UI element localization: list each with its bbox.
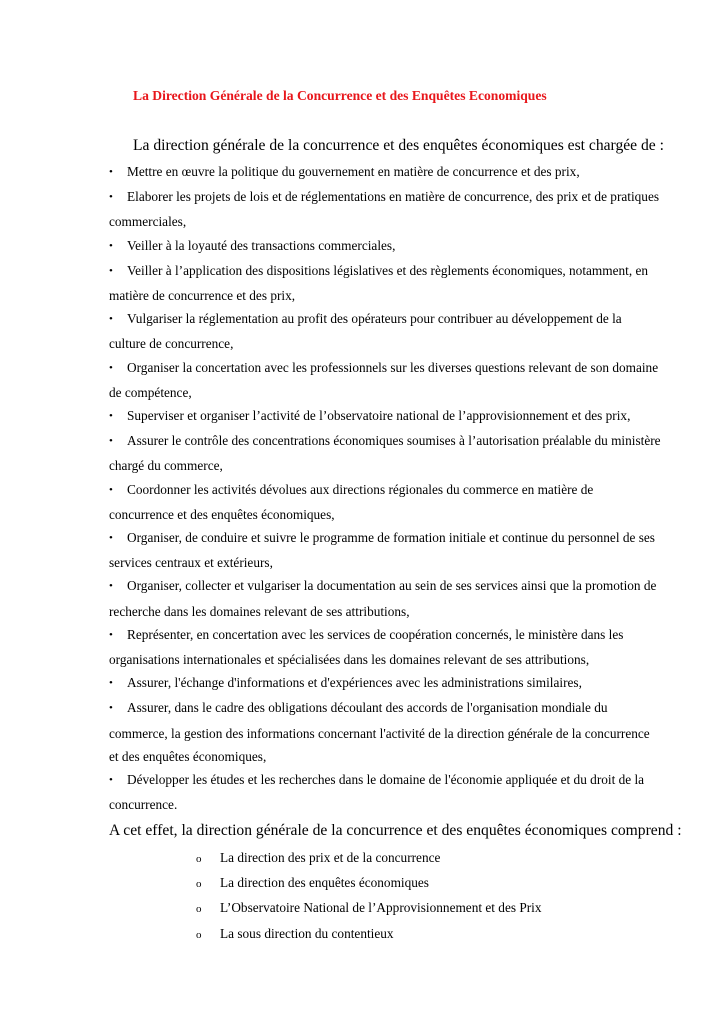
- duty-item: [109, 768, 665, 816]
- duty-text-line: commerciales,: [109, 214, 187, 230]
- page-title: La Direction Générale de la Concurrence et des Enquêtes Economiques: [133, 88, 547, 103]
- circle-bullet-icon: o: [196, 903, 202, 916]
- circle-bullet-icon: o: [196, 853, 202, 865]
- bullet-icon: •: [109, 677, 113, 690]
- bullet-icon: •: [109, 239, 113, 252]
- bullet-icon: •: [109, 410, 113, 423]
- duty-text-line: Elaborer les projets de lois et de réglementations en matière de concurrence, des prix et de pratiques: [127, 189, 660, 205]
- structure-item: [196, 922, 542, 947]
- duty-text-line: Organiser, de conduire et suivre le programme de formation initiale et continue du personnel de ses: [127, 530, 655, 546]
- bullet-icon: •: [109, 774, 113, 787]
- bullet-icon: •: [109, 532, 113, 545]
- duty-item: [109, 404, 665, 429]
- duty-item: [109, 574, 665, 622]
- duty-text-line: services centraux et extérieurs,: [109, 555, 273, 571]
- bullet-icon: •: [109, 628, 113, 641]
- intro-paragraph: La direction générale de la concurrence et des enquêtes économiques est chargée de :: [133, 137, 664, 154]
- duty-text-line: et des enquêtes économiques,: [109, 748, 267, 764]
- duty-text-line: Organiser, collecter et vulgariser la documentation au sein de ses services ainsi que la promotion de: [127, 578, 657, 594]
- duty-text-line: Assurer, dans le cadre des obligations découlant des accords de l'organisation mondiale du: [127, 700, 608, 716]
- structure-text: La sous direction du contentieux: [220, 925, 394, 941]
- duty-text-line: recherche dans les domaines relevant de ses attributions,: [109, 603, 410, 619]
- bullet-icon: •: [109, 580, 113, 593]
- structure-item: [196, 871, 542, 896]
- duty-text-line: chargé du commerce,: [109, 458, 223, 474]
- bullet-icon: •: [109, 166, 113, 178]
- duties-list: [109, 160, 665, 816]
- duty-text-line: Développer les études et les recherches dans le domaine de l'économie appliquée et du droit de la: [127, 772, 645, 788]
- bullet-icon: •: [109, 191, 113, 204]
- duty-item: [109, 696, 665, 768]
- duty-text-line: Représenter, en concertation avec les services de coopération concernés, le ministère dans les: [127, 626, 624, 642]
- circle-bullet-icon: o: [196, 928, 202, 941]
- duty-text-line: Coordonner les activités dévolues aux directions régionales du commerce en matière de: [127, 481, 594, 497]
- structure-text: L’Observatoire National de l’Approvisionnement et des Prix: [220, 900, 542, 916]
- duty-text-line: Veiller à l’application des dispositions législatives et des règlements économiques, notamment, en: [127, 262, 649, 278]
- duty-text-line: Organiser la concertation avec les professionnels sur les diverses questions relevant de son domaine: [127, 359, 659, 375]
- duty-text-line: concurrence.: [109, 797, 178, 813]
- duty-text-line: Mettre en œuvre la politique du gouvernement en matière de concurrence et des prix,: [127, 164, 580, 179]
- duty-text-line: organisations internationales et spécialisées dans les domaines relevant de ses attributions,: [109, 652, 590, 668]
- closing-paragraph: A cet effet, la direction générale de la concurrence et des enquêtes économiques comprend :: [109, 822, 682, 839]
- structure-text: La direction des enquêtes économiques: [220, 875, 429, 891]
- bullet-icon: •: [109, 483, 113, 496]
- duty-item: [109, 185, 665, 233]
- duty-text-line: Assurer, l'échange d'informations et d'expériences avec les administrations similaires,: [127, 675, 582, 691]
- duty-text-line: matière de concurrence et des prix,: [109, 288, 296, 304]
- duty-item: [109, 671, 665, 696]
- duty-text-line: Superviser et organiser l’activité de l’observatoire national de l’approvisionnement et des prix,: [127, 408, 631, 424]
- duty-item: [109, 307, 665, 355]
- structure-item: [196, 896, 542, 921]
- duty-text-line: de compétence,: [109, 384, 192, 400]
- duty-text-line: culture de concurrence,: [109, 336, 234, 352]
- bullet-icon: •: [109, 702, 113, 715]
- duty-item: [109, 526, 665, 574]
- structure-item: [196, 846, 542, 871]
- duty-text-line: Vulgariser la réglementation au profit des opérateurs pour contribuer au développement de la: [127, 311, 622, 327]
- duty-item: [109, 478, 665, 526]
- structure-text: La direction des prix et de la concurrence: [220, 850, 441, 865]
- duty-text-line: concurrence et des enquêtes économiques,: [109, 506, 335, 522]
- bullet-icon: •: [109, 313, 113, 326]
- duty-item: [109, 259, 665, 307]
- duty-text-line: commerce, la gestion des informations concernant l'activité de la direction générale de la concurrence: [109, 725, 650, 741]
- duty-text-line: Veiller à la loyauté des transactions commerciales,: [127, 237, 396, 253]
- bullet-icon: •: [109, 361, 113, 374]
- duty-item: [109, 429, 665, 477]
- circle-bullet-icon: o: [196, 878, 202, 891]
- duty-item: [109, 623, 665, 671]
- duty-text-line: Assurer le contrôle des concentrations économiques soumises à l’autorisation préalable du ministère: [127, 433, 661, 449]
- bullet-icon: •: [109, 264, 113, 277]
- duty-item: [109, 234, 665, 259]
- duty-item: [109, 160, 665, 185]
- structures-list: [196, 846, 542, 947]
- bullet-icon: •: [109, 435, 113, 448]
- duty-item: [109, 356, 665, 404]
